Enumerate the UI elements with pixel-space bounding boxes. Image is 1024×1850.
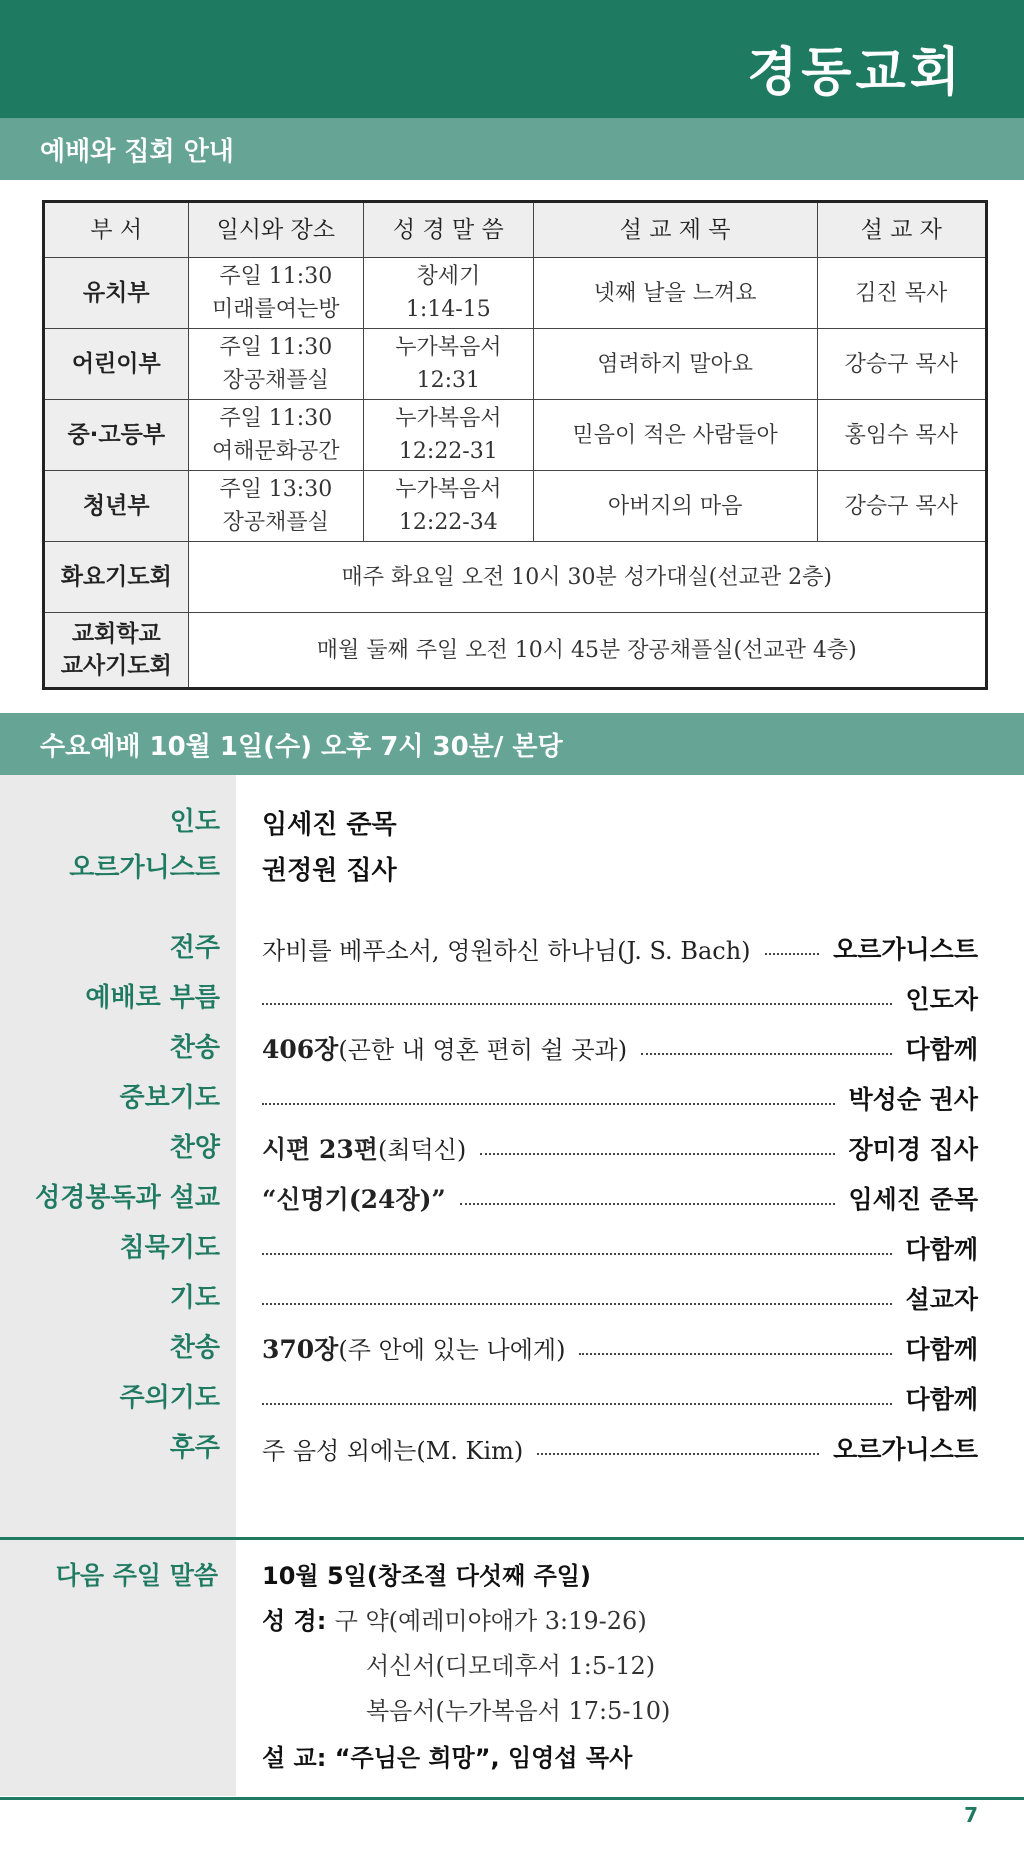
time-place-cell [188, 400, 364, 471]
order-title: 주 음성 외에는(M. Kim) [262, 1436, 524, 1465]
gospel-reading [366, 1691, 670, 1726]
table-row [44, 329, 987, 400]
verse-text: 1:14-15 [405, 297, 491, 322]
sermon-title: “신명기(24장)” [262, 1185, 446, 1214]
book-text: 창세기 [416, 264, 481, 289]
column-header: 설 교 제 목 [533, 202, 817, 258]
order-label: 기도 [169, 1283, 220, 1313]
order-person: 다함께 [905, 1335, 978, 1364]
leader-content [262, 848, 978, 888]
leader-name: 임세진 준목 [262, 809, 397, 840]
order-label: 찬양 [169, 1133, 220, 1163]
footer-divider [0, 1797, 1024, 1800]
verse-text: 12:22-34 [398, 510, 498, 535]
schedule-table [42, 200, 988, 690]
time-place-cell [188, 258, 364, 329]
preacher-cell: 홍임수 목사 [817, 400, 986, 471]
order-person: 다함께 [905, 1235, 978, 1264]
column-header: 성 경 말 씀 [364, 202, 534, 258]
order-content [262, 1278, 978, 1318]
table-row [44, 471, 987, 542]
order-person: 다함께 [905, 1385, 978, 1414]
dot-leader [765, 953, 820, 955]
next-week-date: 10월 5일(창조절 다섯째 주일) [262, 1562, 591, 1590]
order-content [262, 1328, 978, 1368]
column-header: 일시와 장소 [188, 202, 364, 258]
anthem-title: 시편 23편 [262, 1135, 378, 1164]
time-text: 주일 11:30 [219, 264, 333, 289]
next-sermon: “주님은 희망”, 임영섭 목사 [334, 1744, 633, 1772]
order-title: 자비를 베푸소서, 영원하신 하나님(J. S. Bach) [262, 936, 751, 965]
hymn-number: 406장 [262, 1035, 339, 1064]
dot-leader [262, 1103, 835, 1105]
dept-cell: 유치부 [44, 258, 189, 329]
scripture-cell [364, 471, 534, 542]
dot-leader [537, 1453, 819, 1455]
table-row [44, 542, 987, 613]
order-content [262, 1128, 978, 1168]
ot-reading: 구 약(예레미야애가 3:19-26) [334, 1607, 647, 1635]
order-label: 찬송 [169, 1333, 220, 1363]
meeting-info-cell: 매월 둘째 주일 오전 10시 45분 장공채플실(선교관 4층) [188, 613, 987, 689]
section-title-bar [0, 713, 1024, 775]
order-label: 성경봉독과 설교 [35, 1183, 220, 1213]
time-text: 주일 13:30 [219, 477, 333, 502]
dot-leader [579, 1353, 891, 1355]
dot-leader [641, 1053, 891, 1055]
header-bar [0, 0, 1024, 118]
leader-content [262, 802, 978, 842]
column-header: 설 교 자 [817, 202, 986, 258]
order-title [262, 1130, 466, 1166]
scripture-line [262, 1601, 647, 1636]
epistle-text: 서신서(디모데후서 1:5-12) [366, 1652, 656, 1680]
order-content [262, 1078, 978, 1118]
dept-cell [44, 613, 189, 689]
dept-cell: 화요기도회 [44, 542, 189, 613]
order-row [0, 1228, 1024, 1268]
order-person: 박성순 권사 [848, 1085, 978, 1114]
preacher-cell: 강승구 목사 [817, 471, 986, 542]
book-text: 누가복음서 [395, 335, 502, 360]
dot-leader [262, 1003, 892, 1005]
order-row [0, 1278, 1024, 1318]
order-content [262, 1228, 978, 1268]
scripture-label: 성 경: [262, 1607, 327, 1635]
place-text: 장공채플실 [222, 510, 329, 535]
place-text: 미래를여는방 [212, 297, 340, 322]
dept-cell: 어린이부 [44, 329, 189, 400]
order-person: 인도자 [905, 985, 978, 1014]
order-person: 오르가니스트 [833, 935, 978, 964]
order-row [0, 1028, 1024, 1068]
order-label: 후주 [169, 1433, 220, 1463]
sermon-cell: 염려하지 말아요 [533, 329, 817, 400]
sermon-cell: 아버지의 마음 [533, 471, 817, 542]
book-text: 누가복음서 [395, 477, 502, 502]
time-place-cell [188, 471, 364, 542]
order-person: 오르가니스트 [833, 1435, 978, 1464]
order-label: 전주 [169, 933, 220, 963]
section-title: 수요예배 10월 1일(수) 오후 7시 30분/ 본당 [40, 732, 563, 762]
order-title [262, 1030, 627, 1066]
order-content [262, 1178, 978, 1218]
anthem-composer: (최덕신) [377, 1136, 467, 1164]
order-person: 다함께 [905, 1035, 978, 1064]
dept-cell: 중·고등부 [44, 400, 189, 471]
order-row [0, 1078, 1024, 1118]
order-row [0, 1328, 1024, 1368]
order-content [262, 1378, 978, 1418]
table-row [44, 258, 987, 329]
order-label: 침묵기도 [119, 1233, 220, 1263]
order-label: 예배로 부름 [85, 983, 220, 1013]
leader-row [0, 848, 1024, 888]
order-row [0, 928, 1024, 968]
leader-label: 인도 [169, 807, 220, 837]
dot-leader [262, 1403, 892, 1405]
table-row [44, 613, 987, 689]
page-number: 7 [964, 1803, 978, 1827]
section-title-bar [0, 118, 1024, 180]
place-text: 여해문화공간 [212, 439, 340, 464]
order-title [262, 1180, 446, 1216]
sermon-cell: 믿음이 적은 사람들아 [533, 400, 817, 471]
sermon-label: 설 교: [262, 1744, 327, 1772]
order-row [0, 1378, 1024, 1418]
dot-leader [262, 1303, 892, 1305]
order-title [262, 1330, 565, 1366]
order-row [0, 1178, 1024, 1218]
verse-text: 12:31 [416, 368, 481, 393]
order-label: 중보기도 [119, 1083, 220, 1113]
dot-leader [480, 1153, 834, 1155]
place-text: 장공채플실 [222, 368, 329, 393]
gospel-text: 복음서(누가복음서 17:5-10) [366, 1697, 671, 1725]
order-label: 주의기도 [119, 1383, 220, 1413]
epistle-reading [366, 1646, 655, 1681]
dept-line: 교회학교 [71, 621, 161, 647]
verse-text: 12:22-31 [398, 439, 498, 464]
preacher-cell: 김진 목사 [817, 258, 986, 329]
dot-leader [262, 1253, 892, 1255]
order-row [0, 1128, 1024, 1168]
meeting-info-cell: 매주 화요일 오전 10시 30분 성가대실(선교관 2층) [188, 542, 987, 613]
order-content [262, 978, 978, 1018]
order-person: 장미경 집사 [848, 1135, 978, 1164]
section-title: 예배와 집회 안내 [40, 137, 234, 167]
sermon-line [262, 1738, 632, 1773]
book-text: 누가복음서 [395, 406, 502, 431]
order-person: 설교자 [905, 1285, 978, 1314]
order-row [0, 978, 1024, 1018]
column-header: 부 서 [44, 202, 189, 258]
church-name: 경동교회 [747, 42, 964, 103]
hymn-title: (곤한 내 영혼 편히 쉴 곳과) [338, 1036, 628, 1064]
time-text: 주일 11:30 [219, 335, 333, 360]
order-content [262, 1428, 978, 1468]
scripture-cell [364, 400, 534, 471]
table-row [44, 400, 987, 471]
scripture-cell [364, 329, 534, 400]
scripture-cell [364, 258, 534, 329]
leader-row [0, 802, 1024, 842]
hymn-number: 370장 [262, 1335, 339, 1364]
leader-name: 권정원 집사 [262, 855, 397, 886]
order-person: 임세진 준목 [848, 1185, 978, 1214]
order-content [262, 1028, 978, 1068]
sermon-cell: 넷째 날을 느껴요 [533, 258, 817, 329]
hymn-title: (주 안에 있는 나에게) [338, 1336, 566, 1364]
time-place-cell [188, 329, 364, 400]
leader-label: 오르가니스트 [69, 853, 220, 883]
order-content [262, 928, 978, 968]
next-week-label: 다음 주일 말씀 [55, 1561, 218, 1590]
order-row [0, 1428, 1024, 1468]
time-text: 주일 11:30 [219, 406, 333, 431]
preacher-cell: 강승구 목사 [817, 329, 986, 400]
dept-line: 교사기도회 [60, 653, 172, 679]
table-header-row [44, 202, 987, 258]
dept-cell: 청년부 [44, 471, 189, 542]
order-label: 찬송 [169, 1033, 220, 1063]
dot-leader [460, 1203, 835, 1205]
